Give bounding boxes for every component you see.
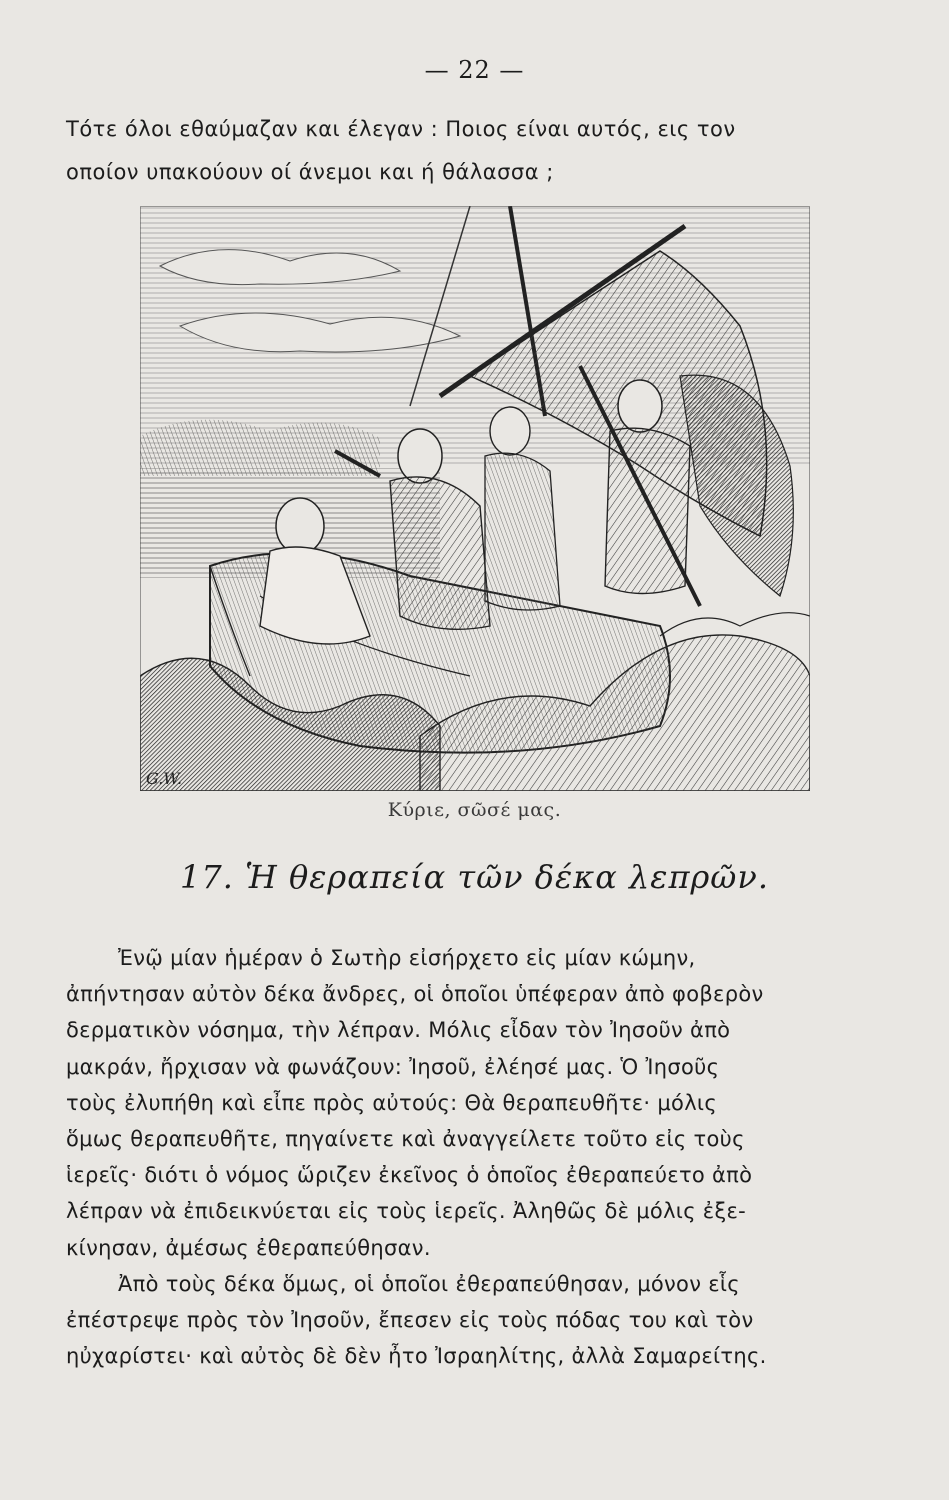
figure-robe xyxy=(485,453,560,610)
figure-head xyxy=(618,380,662,432)
intro-line: οποίον υπακούουν οί άνεμοι και ή θάλασσα ; xyxy=(66,160,554,184)
body-line: κίνησαν, ἀμέσως ἐθεραπεύθησαν. xyxy=(66,1235,431,1260)
distant-hills xyxy=(140,420,380,476)
section-heading xyxy=(0,858,949,896)
wave-crest xyxy=(660,613,810,636)
body-line: ἐπέστρεψε πρὸς τὸν Ἰησοῦν, ἔπεσεν εἰς τοὺς πόδας του καὶ τὸν xyxy=(66,1308,754,1333)
body-line: μακράν, ἤρχισαν νὰ φωνάζουν: Ἰησοῦ, ἐλέησέ μας. Ὁ Ἰησοῦς xyxy=(66,1054,720,1079)
figure-caption: Κύριε, σῶσέ μας. xyxy=(387,799,562,821)
body-line: δερματικὸν νόσημα, τὴν λέπραν. Μόλις εἶδαν τὸν Ἰησοῦν ἀπὸ xyxy=(66,1018,731,1043)
body-line: τοὺς ἐλυπήθη καὶ εἶπε πρὸς αὐτούς: Θὰ θεραπευθῆτε· μόλις xyxy=(66,1090,717,1115)
body-line: Ἀπὸ τοὺς δέκα ὅμως, οἱ ὁποῖοι ἐθεραπεύθησαν, μόνον εἷς xyxy=(118,1271,740,1296)
body-line: λέπραν νὰ ἐπιδεικνύεται εἰς τοὺς ἱερεῖς. Ἀληθῶς δὲ μόλις ἐξε- xyxy=(66,1199,746,1224)
page-number: — 22 — xyxy=(424,56,525,84)
body-line: ὅμως θεραπευθῆτε, πηγαίνετε καὶ ἀναγγείλετε τοῦτο εἰς τοὺς xyxy=(66,1127,745,1152)
intro-paragraph xyxy=(66,108,886,194)
body-paragraphs xyxy=(66,940,886,1374)
figure-robe xyxy=(605,428,690,593)
body-line: ηὐχαρίστει· καὶ αὐτὸς δὲ δὲν ἦτο Ἰσραηλίτης, ἀλλὰ Σαμαρείτης. xyxy=(66,1344,767,1369)
body-line: Ἐνῷ μίαν ἡμέραν ὁ Σωτὴρ εἰσήρχετο εἰς μίαν κώμην, xyxy=(118,946,696,970)
body-line: ἱερεῖς· διότι ὁ νόμος ὥριζεν ἐκεῖνος ὁ ὁποῖος ἐθεραπεύετο ἀπὸ xyxy=(66,1163,753,1188)
engraver-signature: G.W. xyxy=(146,769,183,788)
intro-line: Τότε όλοι εθαύμαζαν και έλεγαν : Ποιος είναι αυτός, εις τον xyxy=(66,117,736,141)
engraving-storm-at-sea xyxy=(140,206,810,791)
figure-robe xyxy=(390,477,490,629)
section-number: 17. xyxy=(179,858,234,896)
figure-head xyxy=(398,429,442,483)
engraving-illustration xyxy=(140,206,810,791)
body-line: ἀπήντησαν αὐτὸν δέκα ἄνδρες, οἱ ὁποῖοι ὑπέφεραν ἀπὸ φοβερὸν xyxy=(66,982,764,1007)
figure-head xyxy=(490,407,530,455)
section-title: Ἡ θεραπεία τῶν δέκα λεπρῶν. xyxy=(245,858,769,896)
figure-head xyxy=(276,498,324,554)
